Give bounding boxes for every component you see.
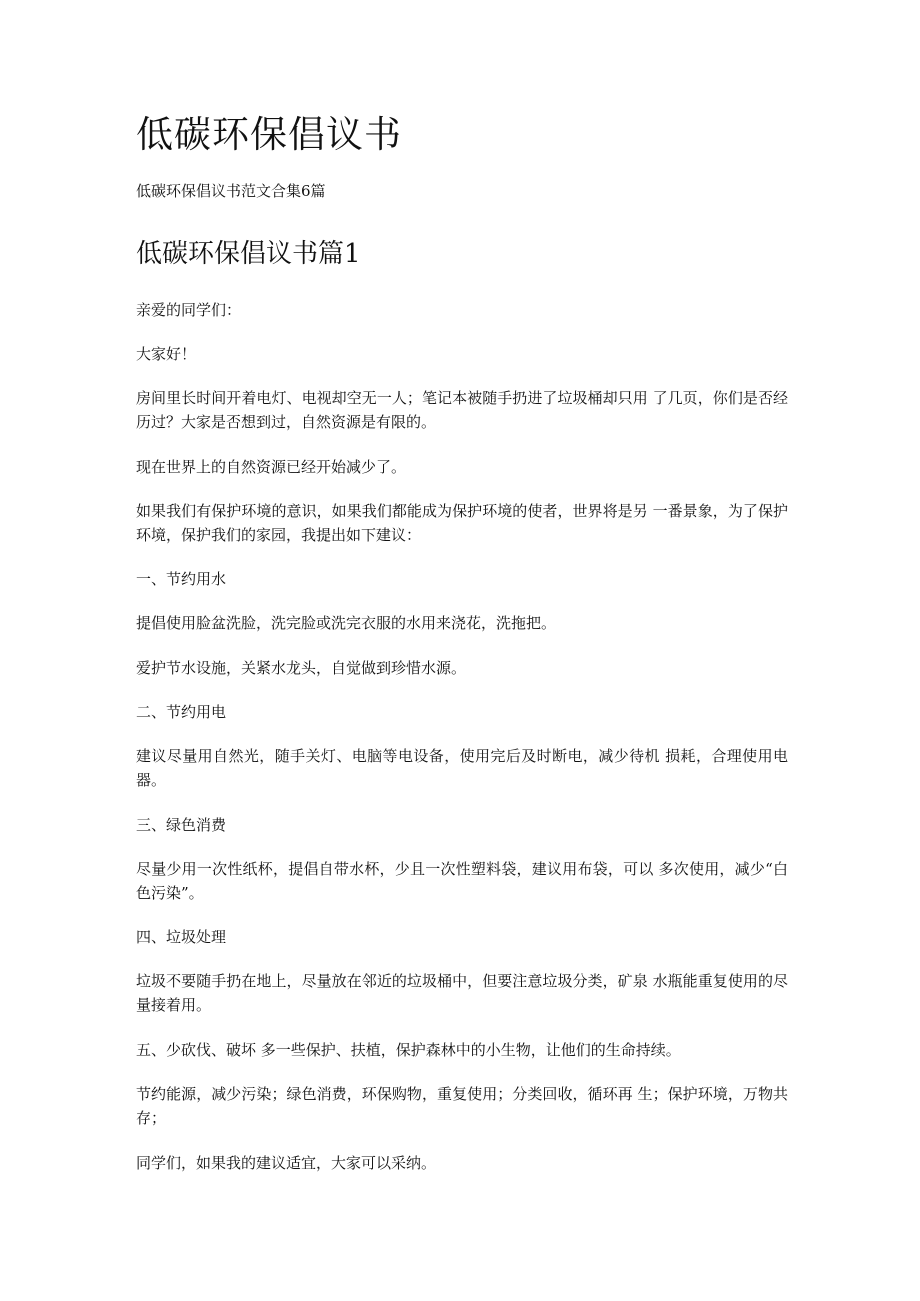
heading-save-water: 一、节约用水 — [136, 570, 227, 588]
resource-paragraph: 现在世界上的自然资源已经开始减少了。 — [136, 458, 407, 476]
document-title: 低碳环保倡议书 — [136, 113, 402, 156]
proposal-paragraph: 如果我们有保护环境的意识，如果我们都能成为保护环境的使者，世界将是另 一番景象，为了保护环境，保护我们的家园，我提出如下建议： — [136, 502, 788, 544]
heading-save-electricity: 二、节约用电 — [136, 703, 227, 721]
paragraph-forest-protection: 五、少砍伐、破坏 多一些保护、扶植，保护森林中的小生物，让他们的生命持续。 — [136, 1041, 681, 1059]
section-heading: 低碳环保倡议书篇1 — [136, 239, 361, 269]
paragraph-save-water-1: 提倡使用脸盆洗脸，洗完脸或洗完衣服的水用来浇花，洗拖把。 — [136, 614, 557, 632]
heading-garbage-disposal: 四、垃圾处理 — [136, 928, 227, 946]
heading-green-consumption: 三、绿色消费 — [136, 816, 227, 834]
document-subtitle: 低碳环保倡议书范文合集6篇 — [136, 182, 326, 200]
closing-paragraph: 同学们，如果我的建议适宜，大家可以采纳。 — [136, 1154, 437, 1172]
paragraph-green-consumption: 尽量少用一次性纸杯，提倡自带水杯，少且一次性塑料袋，建议用布袋，可以 多次使用，减少“白色污染”。 — [136, 860, 788, 902]
intro-paragraph: 房间里长时间开着电灯、电视却空无一人；笔记本被随手扔进了垃圾桶却只用 了几页，你们是否经历过？大家是否想到过，自然资源是有限的。 — [136, 389, 788, 431]
greeting: 大家好！ — [136, 345, 197, 363]
salutation: 亲爱的同学们： — [136, 301, 242, 319]
paragraph-garbage-disposal: 垃圾不要随手扔在地上，尽量放在邻近的垃圾桶中，但要注意垃圾分类，矿泉 水瓶能重复使用的尽量接着用。 — [136, 972, 788, 1014]
paragraph-save-water-2: 爱护节水设施，关紧水龙头，自觉做到珍惜水源。 — [136, 659, 467, 677]
paragraph-save-electricity: 建议尽量用自然光，随手关灯、电脑等电设备，使用完后及时断电，减少待机 损耗，合理使用电器。 — [136, 747, 788, 789]
paragraph-slogans: 节约能源，减少污染；绿色消费，环保购物，重复使用；分类回收，循环再 生；保护环境，万物共存； — [136, 1085, 788, 1127]
